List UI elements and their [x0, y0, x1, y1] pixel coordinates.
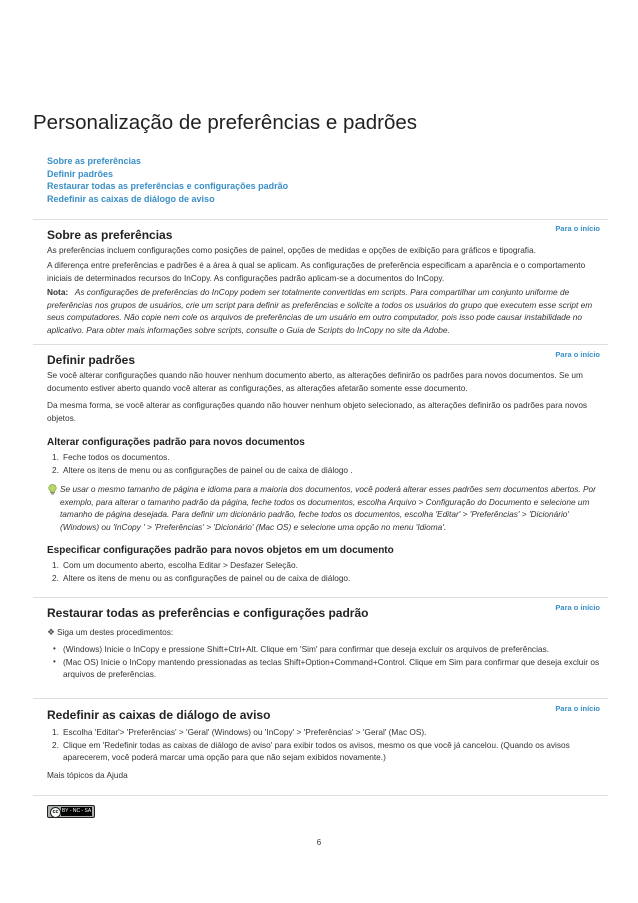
- options-list: [52, 643, 608, 681]
- toc-link-sobre[interactable]: Sobre as preferências: [47, 156, 142, 166]
- section-divider: [33, 344, 608, 345]
- note-label: Nota:: [47, 287, 69, 297]
- paragraph: A diferença entre preferências e padrões é a área à qual se aplicam. As configurações de preferência especificam a aparência e o comportamento iniciais de determinados recursos do InCopy. As configurações padrão aplicam-se a documentos do InCopy.: [47, 260, 586, 283]
- paragraph: As preferências incluem configurações como posições de painel, opções de medidas e opções de exibição para gráficos e tipografia.: [47, 245, 536, 255]
- license-label: BY - NC - SA: [61, 808, 92, 814]
- page-number: 6: [316, 838, 322, 847]
- steps-list: [52, 559, 608, 584]
- back-to-top-link[interactable]: Para o início: [555, 350, 600, 359]
- list-item: 2. Altere os itens de menu ou as configurações de painel ou de caixa de diálogo .: [52, 464, 353, 475]
- note-paragraph: [47, 286, 609, 337]
- section-heading-definir: Definir padrões: [47, 353, 136, 367]
- list-item: 2. Altere os itens de menu ou as configurações de painel ou de caixa de diálogo.: [52, 572, 351, 583]
- list-item: 1. Escolha 'Editar'> 'Preferências' > 'Geral' (Windows) ou 'InCopy' > 'Preferências' > 'Geral' (Mac OS).: [52, 727, 427, 737]
- toc-link-definir[interactable]: Definir padrões: [47, 168, 114, 179]
- section-heading-restaurar: Restaurar todas as preferências e configurações padrão: [47, 606, 369, 620]
- section-heading-sobre: Sobre as preferências: [47, 228, 173, 242]
- diamond-bullet-icon: ❖: [47, 627, 56, 637]
- subheading-novos-objetos: Especificar configurações padrão para novos objetos em um documento: [47, 545, 394, 556]
- bullet-icon: •: [53, 656, 56, 666]
- back-to-top-link[interactable]: Para o início: [555, 224, 600, 233]
- section-divider: [33, 698, 608, 699]
- list-item: 1. Com um documento aberto, escolha Editar > Desfazer Seleção.: [52, 560, 298, 570]
- section-divider: [33, 219, 608, 220]
- toc-link-restaurar[interactable]: Restaurar todas as preferências e configurações padrão: [47, 181, 289, 191]
- tip-text: Se usar o mesmo tamanho de página e idioma para a maioria dos documentos, você poderá alterar esses padrões sem documentos abertos. Por exemplo, para alterar o tamanho padrão da página, feche todos os documentos, escolha Arquivo > Configuração do Documento e selecione um tamanho de página desejada. Para definir um dicionário padrão, feche todos os documentos, escolha 'Editar' > 'Preferências' > 'Dicionário' (Windows) ou 'InCopy ' > 'Preferências' > 'Dicionário' (Mac OS) e selecione uma opção no menu 'Idioma'.: [60, 484, 596, 533]
- note-text: As configurações de preferências do InCopy podem ser totalmente convertidas em scripts. Para compartilhar um conjunto uniforme de preferências nos grupos de usuários, crie um script para definir as preferências e solicite a todos os usuários do grupo que executem esse script em seus computadores. Não copie nem cole os arquivos de preferências de um usuário em outro computador, pois isso pode causar instabilidade no aplicativo. Para obter mais informações sobre scripts, consulte o Guia de Scripts do InCopy no site da Adobe.: [47, 287, 593, 336]
- subheading-novos-documentos: Alterar configurações padrão para novos documentos: [47, 437, 305, 448]
- steps-list: [52, 726, 608, 764]
- more-help-topics: Mais tópicos da Ajuda: [47, 770, 128, 780]
- back-to-top-link[interactable]: Para o início: [555, 704, 600, 713]
- section-divider: [33, 795, 608, 796]
- table-of-contents: [47, 155, 288, 205]
- paragraph: Da mesma forma, se você alterar as configurações quando não houver nenhum objeto selecionado, as alterações definirão os padrões para novos objetos.: [47, 400, 588, 423]
- page-title: Personalização de preferências e padrões: [33, 111, 418, 134]
- toc-link-redefinir[interactable]: Redefinir as caixas de diálogo de aviso: [47, 193, 215, 204]
- bullet-icon: •: [53, 644, 56, 653]
- creative-commons-badge[interactable]: [47, 805, 95, 818]
- cc-logo-icon: cc: [50, 807, 61, 818]
- section-heading-redefinir: Redefinir as caixas de diálogo de aviso: [47, 708, 271, 722]
- list-item: 1. Feche todos os documentos.: [52, 452, 170, 462]
- list-item: • (Windows) Inicie o InCopy e pressione Shift+Ctrl+Alt. Clique em 'Sim' para confirmar que deseja excluir os arquivos de preferências.: [53, 644, 549, 654]
- section-divider: [33, 597, 608, 598]
- paragraph: Se você alterar configurações quando não houver nenhum documento aberto, as alterações definirão os padrões para novos documentos. Se um documento estiver aberto quando você alterar as configurações, as alterações afetarão somente esse documento.: [47, 370, 583, 393]
- list-item: • (Mac OS) Inicie o InCopy mantendo pressionadas as teclas Shift+Option+Command+Control. Clique em Sim para confirmar que deseja excluir os arquivos de preferências.: [53, 656, 600, 680]
- tip-block: [47, 483, 609, 534]
- steps-list: [52, 451, 608, 476]
- procedure-intro: ❖ Siga um destes procedimentos:: [47, 627, 174, 637]
- lightbulb-icon: [48, 484, 57, 495]
- list-item: 2. Clique em 'Redefinir todas as caixas de diálogo de aviso' para exibir todos os avisos, mesmo os que você já cancelou. (Quando os avisos aparecerem, você poderá marcar uma opção para que não sejam exibidos novamente.): [52, 739, 570, 763]
- back-to-top-link[interactable]: Para o início: [555, 603, 600, 612]
